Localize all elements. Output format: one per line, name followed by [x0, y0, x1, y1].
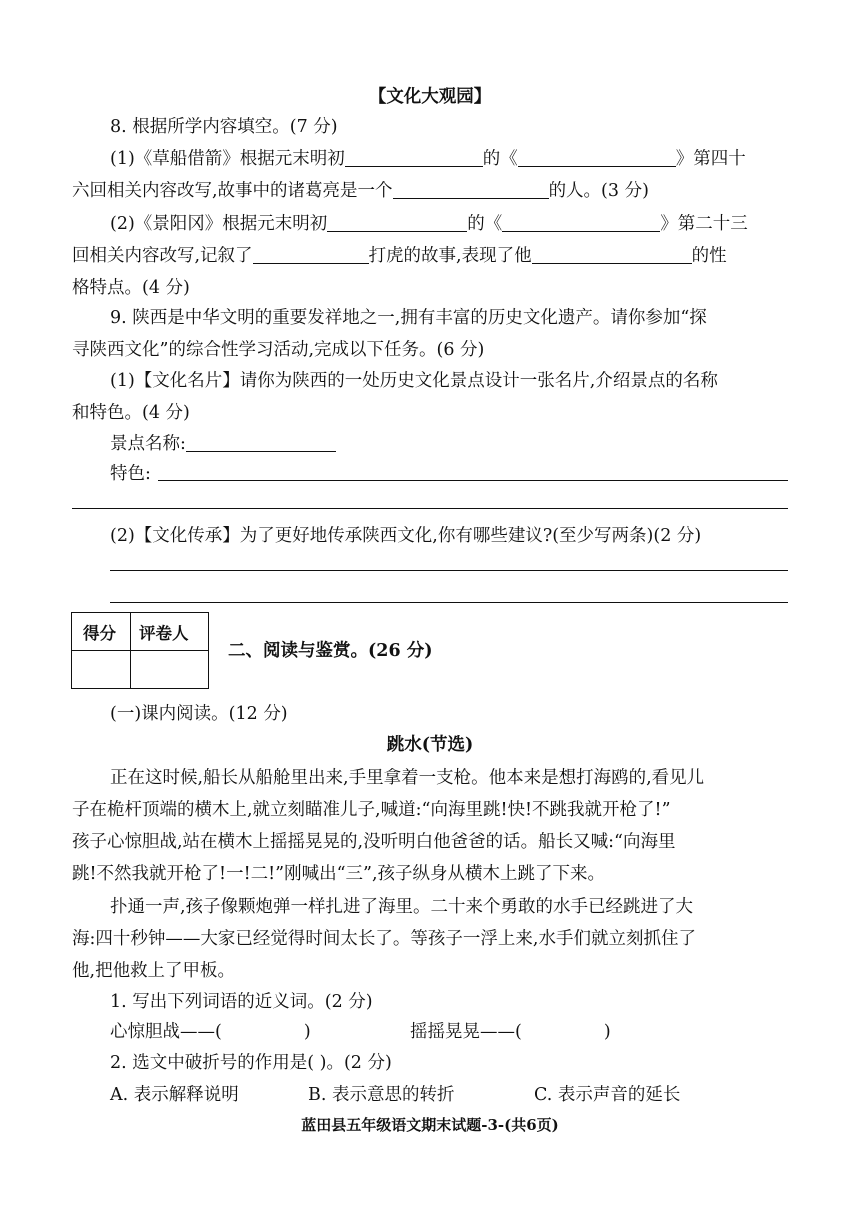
q8-p2-blank-hero[interactable] — [253, 245, 369, 264]
feature-label: 特色: — [110, 464, 151, 484]
q8-part2-line2 — [72, 244, 727, 268]
q9-feature-row — [110, 462, 151, 486]
passage-line: 跳!不然我就开枪了!一!二!”刚喊出“三”,孩子纵身从横木上跳了下来。 — [72, 864, 606, 884]
passage-line: 正在这时候,船长从船舱里出来,手里拿着一支枪。他本来是想打海鸥的,看见儿 — [110, 768, 705, 788]
q8-part1-line1 — [110, 147, 746, 171]
synonym-a-prompt: 心惊胆战——( — [110, 1022, 222, 1042]
passage-line: 他,把他救上了甲板。 — [72, 961, 236, 981]
synonym-a-close: ) — [303, 1022, 311, 1042]
q9-task1-line1: (1)【文化名片】请你为陕西的一处历史文化景点设计一张名片,介绍景点的名称 — [110, 371, 718, 391]
q8-p2-text-c: 》第二十三 — [660, 214, 748, 234]
q9-line2: 寻陕西文化”的综合性学习活动,完成以下任务。(6 分) — [72, 340, 485, 360]
page-footer: 蓝田县五年级语文期末试题-3-(共6页) — [301, 1116, 559, 1134]
q8-p1-blank-book[interactable] — [518, 148, 676, 167]
reading-q1-title: 1. 写出下列词语的近义词。(2 分) — [110, 992, 373, 1012]
q8-p2-blank-trait[interactable] — [532, 245, 692, 264]
passage-title: 跳水(节选) — [386, 735, 474, 755]
q8-part1-line2 — [72, 179, 649, 203]
score-box-grader-header: 评卷人 — [139, 624, 189, 643]
reading-q2-title: 2. 选文中破折号的作用是( )。(2 分) — [110, 1053, 392, 1073]
scenic-name-blank[interactable] — [186, 433, 336, 452]
suggestion-answer-line-1[interactable] — [110, 570, 788, 571]
reading-q1-item-a — [110, 1020, 311, 1044]
passage-line: 海:四十秒钟——大家已经觉得时间太长了。等孩子一浮上来,水手们就立刻抓住了 — [72, 929, 696, 949]
q8-p1-text-d: 六回相关内容改写,故事中的诸葛亮是一个 — [72, 181, 393, 201]
q8-p2-text-f: 的性 — [691, 246, 727, 266]
q8-part2-line1 — [110, 212, 748, 236]
q8-p2-text-b: 的《 — [467, 214, 503, 234]
q8-p1-text-e: 的人。(3 分) — [548, 181, 649, 201]
q8-p1-blank-trait[interactable] — [393, 180, 549, 199]
q8-p2-text-d: 回相关内容改写,记叙了 — [72, 246, 253, 266]
passage-line: 孩子心惊胆战,站在横木上摇摇晃晃的,没听明白他爸爸的话。船长又喊:“向海里 — [72, 832, 676, 852]
q8-p1-blank-author[interactable] — [345, 148, 483, 167]
q8-p2-blank-author[interactable] — [327, 213, 467, 232]
q8-p1-text-b: 的《 — [482, 149, 518, 169]
score-box-divider-h — [72, 650, 208, 651]
reading-section-title: 二、阅读与鉴赏。(26 分) — [228, 641, 433, 661]
reading-q1-item-b — [410, 1020, 611, 1044]
feature-answer-line-2[interactable] — [72, 508, 788, 509]
synonym-b-prompt: 摇摇晃晃——( — [410, 1022, 522, 1042]
passage-line: 子在桅杆顶端的横木上,就立刻瞄准儿子,喊道:“向海里跳!快!不跳我就开枪了!” — [72, 800, 671, 820]
scenic-name-label: 景点名称: — [110, 434, 186, 454]
in-class-reading-title: (一)课内阅读。(12 分) — [110, 704, 288, 724]
q8-p2-blank-book[interactable] — [502, 213, 660, 232]
q8-p2-text-e: 打虎的故事,表现了他 — [368, 246, 532, 266]
option-c[interactable]: C. 表示声音的延长 — [534, 1085, 681, 1105]
passage-line: 扑通一声,孩子像颗炮弹一样扎进了海里。二十来个勇敢的水手已经跳进了大 — [110, 897, 694, 917]
synonym-b-close: ) — [603, 1022, 611, 1042]
q9-task2: (2)【文化传承】为了更好地传承陕西文化,你有哪些建议?(至少写两条)(2 分) — [110, 526, 702, 546]
q8-p2-text-a: (2)《景阳冈》根据元末明初 — [110, 214, 328, 234]
option-a[interactable]: A. 表示解释说明 — [110, 1085, 239, 1105]
score-box-score-header: 得分 — [83, 624, 116, 643]
option-b[interactable]: B. 表示意思的转折 — [308, 1085, 455, 1105]
q8-title: 8. 根据所学内容填空。(7 分) — [110, 117, 338, 137]
score-box — [71, 612, 209, 689]
feature-answer-line-1[interactable] — [158, 480, 788, 481]
suggestion-answer-line-2[interactable] — [110, 602, 788, 603]
q8-p1-text-a: (1)《草船借箭》根据元末明初 — [110, 149, 345, 169]
q9-line1: 9. 陕西是中华文明的重要发祥地之一,拥有丰富的历史文化遗产。请你参加“探 — [110, 308, 707, 328]
q9-name-row — [110, 432, 336, 456]
q8-part2-line3: 格特点。(4 分) — [72, 278, 190, 298]
q9-task1-line2: 和特色。(4 分) — [72, 403, 190, 423]
culture-section-header: 【文化大观园】 — [368, 87, 492, 107]
q8-p1-text-c: 》第四十 — [675, 149, 746, 169]
